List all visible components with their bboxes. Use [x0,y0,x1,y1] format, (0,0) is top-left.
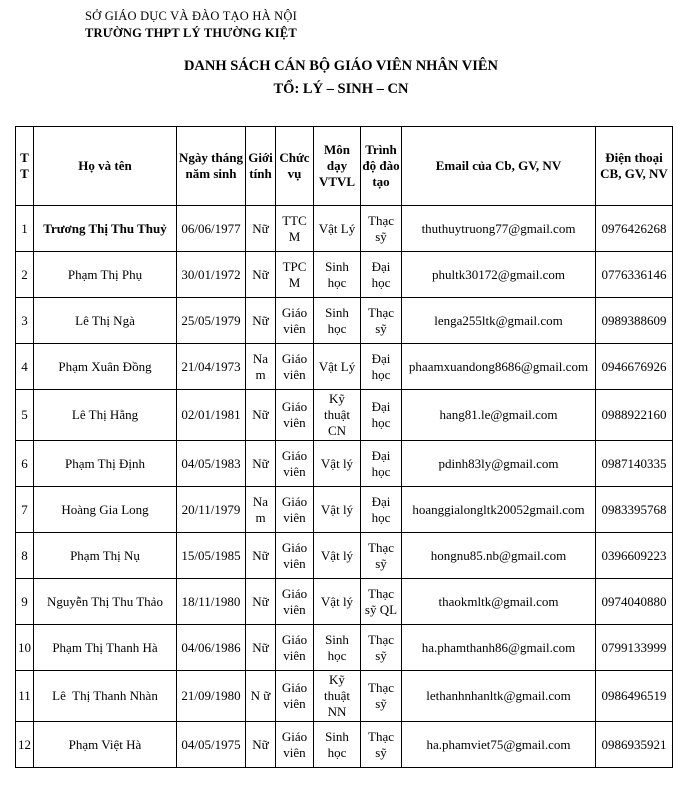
cell-degree: Thạc sỹ [361,298,402,344]
table-header-row [16,127,673,206]
column-header-position: Chức vụ [276,127,314,206]
cell-name: Phạm Thị Thanh Hà [34,625,177,671]
table-row [16,625,673,671]
cell-position: TPCM [276,252,314,298]
cell-email: lenga255ltk@gmail.com [402,298,596,344]
cell-dob: 18/11/1980 [177,579,246,625]
cell-dob: 20/11/1979 [177,487,246,533]
table-row [16,390,673,441]
cell-gender: N ữ [246,671,276,722]
cell-email: thuthuytruong77@gmail.com [402,206,596,252]
cell-phone: 0976426268 [596,206,673,252]
cell-tt: 11 [16,671,34,722]
cell-gender: Nam [246,487,276,533]
cell-name: Phạm Thị Phụ [34,252,177,298]
document-title-block [0,55,682,101]
cell-name: Nguyễn Thị Thu Thảo [34,579,177,625]
cell-phone: 0776336146 [596,252,673,298]
page-subtitle: TỔ: LÝ – SINH – CN [273,81,409,97]
cell-name: Hoàng Gia Long [34,487,177,533]
table-row [16,487,673,533]
cell-degree: Thạc sỹ QL [361,579,402,625]
cell-tt: 4 [16,344,34,390]
table-row [16,252,673,298]
cell-degree: Thạc sỹ [361,625,402,671]
cell-dob: 04/05/1983 [177,441,246,487]
cell-phone: 0989388609 [596,298,673,344]
cell-gender: Nữ [246,298,276,344]
page-title: DANH SÁCH CÁN BỘ GIÁO VIÊN NHÂN VIÊN [183,58,499,74]
cell-email: hang81.le@gmail.com [402,390,596,441]
cell-dob: 06/06/1977 [177,206,246,252]
cell-subject: Sinh học [314,625,361,671]
cell-tt: 6 [16,441,34,487]
cell-gender: Nữ [246,722,276,768]
cell-gender: Nữ [246,533,276,579]
table-row [16,579,673,625]
cell-subject: Kỹ thuật CN [314,390,361,441]
cell-position: Giáo viên [276,533,314,579]
cell-position: Giáo viên [276,671,314,722]
cell-degree: Đại học [361,441,402,487]
column-header-tt: TT [16,127,34,206]
cell-email: lethanhnhanltk@gmail.com [402,671,596,722]
cell-position: Giáo viên [276,579,314,625]
cell-phone: 0946676926 [596,344,673,390]
cell-phone: 0983395768 [596,487,673,533]
cell-subject: Sinh học [314,298,361,344]
cell-position: Giáo viên [276,298,314,344]
cell-tt: 2 [16,252,34,298]
column-header-gender: Giới tính [246,127,276,206]
cell-email: ha.phamthanh86@gmail.com [402,625,596,671]
cell-gender: Nữ [246,252,276,298]
cell-subject: Kỹ thuật NN [314,671,361,722]
cell-subject: Vật Lý [314,206,361,252]
cell-subject: Sinh học [314,252,361,298]
table-row [16,671,673,722]
cell-phone: 0799133999 [596,625,673,671]
cell-dob: 30/01/1972 [177,252,246,298]
cell-degree: Đại học [361,252,402,298]
cell-name: Phạm Xuân Đồng [34,344,177,390]
cell-dob: 25/05/1979 [177,298,246,344]
column-header-subject: Môn dạy VTVL [314,127,361,206]
table-row [16,298,673,344]
cell-dob: 02/01/1981 [177,390,246,441]
cell-phone: 0974040880 [596,579,673,625]
org-school-line: TRƯỜNG THPT LÝ THƯỜNG KIỆT [85,26,297,40]
cell-gender: Nữ [246,625,276,671]
cell-tt: 12 [16,722,34,768]
cell-phone: 0988922160 [596,390,673,441]
cell-email: hongnu85.nb@gmail.com [402,533,596,579]
cell-name: Lê Thị Thanh Nhàn [34,671,177,722]
cell-dob: 04/05/1975 [177,722,246,768]
cell-name: Lê Thị Hằng [34,390,177,441]
cell-email: phultk30172@gmail.com [402,252,596,298]
cell-email: thaokmltk@gmail.com [402,579,596,625]
table-row [16,344,673,390]
cell-name: Phạm Việt Hà [34,722,177,768]
cell-tt: 1 [16,206,34,252]
org-department-line: SỞ GIÁO DỤC VÀ ĐÀO TẠO HÀ NỘI [85,9,297,23]
cell-gender: Nữ [246,390,276,441]
cell-email: phaamxuandong8686@gmail.com [402,344,596,390]
table-row [16,533,673,579]
cell-email: ha.phamviet75@gmail.com [402,722,596,768]
cell-degree: Đại học [361,390,402,441]
cell-phone: 0986496519 [596,671,673,722]
cell-phone: 0986935921 [596,722,673,768]
cell-gender: Nữ [246,441,276,487]
cell-dob: 21/04/1973 [177,344,246,390]
cell-email: hoanggialongltk20052gmail.com [402,487,596,533]
cell-position: Giáo viên [276,441,314,487]
cell-position: Giáo viên [276,722,314,768]
cell-subject: Vật lý [314,441,361,487]
staff-table-body [16,206,673,768]
column-header-name: Họ và tên [34,127,177,206]
cell-phone: 0396609223 [596,533,673,579]
cell-degree: Đại học [361,344,402,390]
cell-subject: Vật Lý [314,344,361,390]
cell-position: Giáo viên [276,390,314,441]
column-header-email: Email của Cb, GV, NV [402,127,596,206]
cell-tt: 5 [16,390,34,441]
table-row [16,722,673,768]
cell-name: Phạm Thị Nụ [34,533,177,579]
org-header [85,0,682,42]
cell-tt: 9 [16,579,34,625]
cell-degree: Đại học [361,487,402,533]
cell-position: TTCM [276,206,314,252]
cell-tt: 8 [16,533,34,579]
table-row [16,441,673,487]
cell-dob: 15/05/1985 [177,533,246,579]
cell-name: Lê Thị Ngà [34,298,177,344]
cell-email: pdinh83ly@gmail.com [402,441,596,487]
cell-phone: 0987140335 [596,441,673,487]
cell-degree: Thạc sỹ [361,533,402,579]
cell-subject: Vật lý [314,533,361,579]
cell-name: Trương Thị Thu Thuỷ [34,206,177,252]
column-header-dob: Ngày tháng năm sinh [177,127,246,206]
cell-gender: Nam [246,344,276,390]
cell-degree: Thạc sỹ [361,206,402,252]
column-header-degree: Trình độ đào tạo [361,127,402,206]
column-header-phone: Điện thoại CB, GV, NV [596,127,673,206]
cell-gender: Nữ [246,206,276,252]
cell-subject: Vật lý [314,487,361,533]
cell-name: Phạm Thị Định [34,441,177,487]
cell-degree: Thạc sỹ [361,722,402,768]
cell-position: Giáo viên [276,344,314,390]
cell-tt: 10 [16,625,34,671]
cell-gender: Nữ [246,579,276,625]
cell-tt: 3 [16,298,34,344]
staff-table [15,126,673,768]
cell-subject: Vật lý [314,579,361,625]
cell-tt: 7 [16,487,34,533]
cell-position: Giáo viên [276,625,314,671]
cell-degree: Thạc sỹ [361,671,402,722]
cell-dob: 04/06/1986 [177,625,246,671]
table-row [16,206,673,252]
cell-dob: 21/09/1980 [177,671,246,722]
cell-subject: Sinh học [314,722,361,768]
cell-position: Giáo viên [276,487,314,533]
